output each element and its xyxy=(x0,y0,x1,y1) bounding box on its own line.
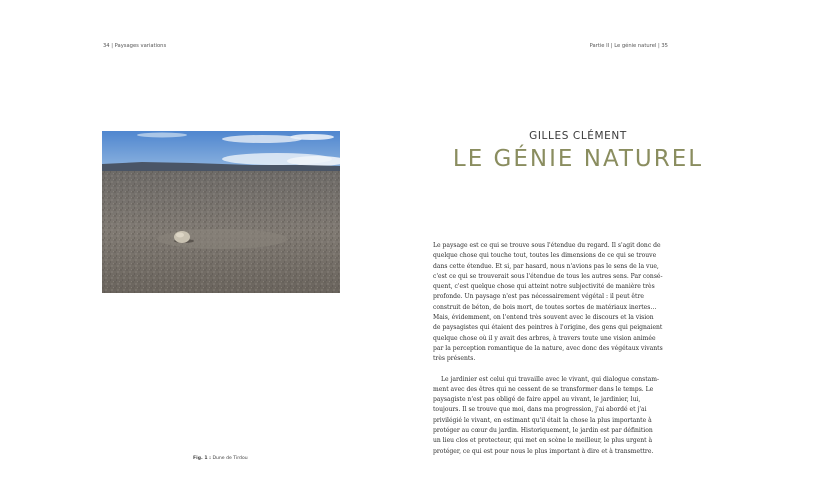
text-line: protéger au cœur du jardin. Historiquement, le jardin est par définition xyxy=(433,427,653,435)
text-line: Le paysage est ce qui se trouve sous l'étendue du regard. Il s'agit donc de xyxy=(433,242,661,249)
text-line: quent, c'est quelque chose qui atteint notre subjectivité de manière très xyxy=(433,283,655,291)
author-name: GILLES CLÉMENT xyxy=(529,130,627,142)
paragraph-1 xyxy=(433,241,671,365)
text-line: ment avec des êtres qui ne cessent de se transformer dans le temps. Le xyxy=(433,385,654,393)
text-line: de paysagistes qui étaient des peintres à l'origine, des gens qui peignaient xyxy=(433,324,663,332)
text-line: quelque chose où il y avait des arbres, à travers toute une vision animée xyxy=(433,334,656,342)
desert-photo xyxy=(102,131,340,293)
text-line: très présents. xyxy=(433,355,476,363)
text-line: protéger, ce qui est pour nous le plus important à dire et à transmettre. xyxy=(433,447,654,455)
text-line: construit de béton, de bois mort, de toutes sortes de matériaux inertes… xyxy=(433,303,657,311)
article-body xyxy=(433,241,671,457)
chapter-title: LE GÉNIE NATUREL xyxy=(452,146,704,172)
paragraph-2 xyxy=(433,375,671,457)
running-header-right: Partie II | Le génie naturel | 35 xyxy=(589,43,668,49)
figure-label: Fig. 1 : xyxy=(193,456,211,461)
text-line: Mais, évidemment, on l'entend très souvent avec le discours et la vision xyxy=(433,314,654,322)
running-header-left: 34 | Paysages variations xyxy=(103,43,167,49)
text-line: toujours. Il se trouve que moi, dans ma progression, j'ai abordé et j'ai xyxy=(433,406,647,414)
text-line: c'est ce qui se trouverait sous l'étendue de tous les autres sens. Par consé- xyxy=(433,272,663,280)
figure-caption-text: Dune de Tirdou xyxy=(210,456,248,461)
text-line: privilégié le vivant, en estimant qu'il était la chose la plus importante à xyxy=(433,416,652,424)
text-line: quelque chose qui touche tout, toutes les dimensions de ce qui se trouve xyxy=(433,252,657,260)
text-line: Le jardinier est celui qui travaille avec le vivant, qui dialogue constam- xyxy=(441,375,660,383)
text-line: par la perception romantique de la nature, avec donc des végétaux vivants xyxy=(433,344,663,352)
text-line: paysagiste n'est pas obligé de faire appel au vivant, le jardinier, lui, xyxy=(433,396,641,404)
figure-caption xyxy=(193,456,248,461)
text-line: un lieu clos et protecteur, qui met en scène le meilleur, le plus urgent à xyxy=(433,437,653,445)
text-line: dans cette étendue. Et si, par hasard, nous n'avions pas le sens de la vue, xyxy=(433,262,659,270)
text-line: profonde. Un paysage n'est pas nécessairement végétal : il peut être xyxy=(433,293,644,301)
